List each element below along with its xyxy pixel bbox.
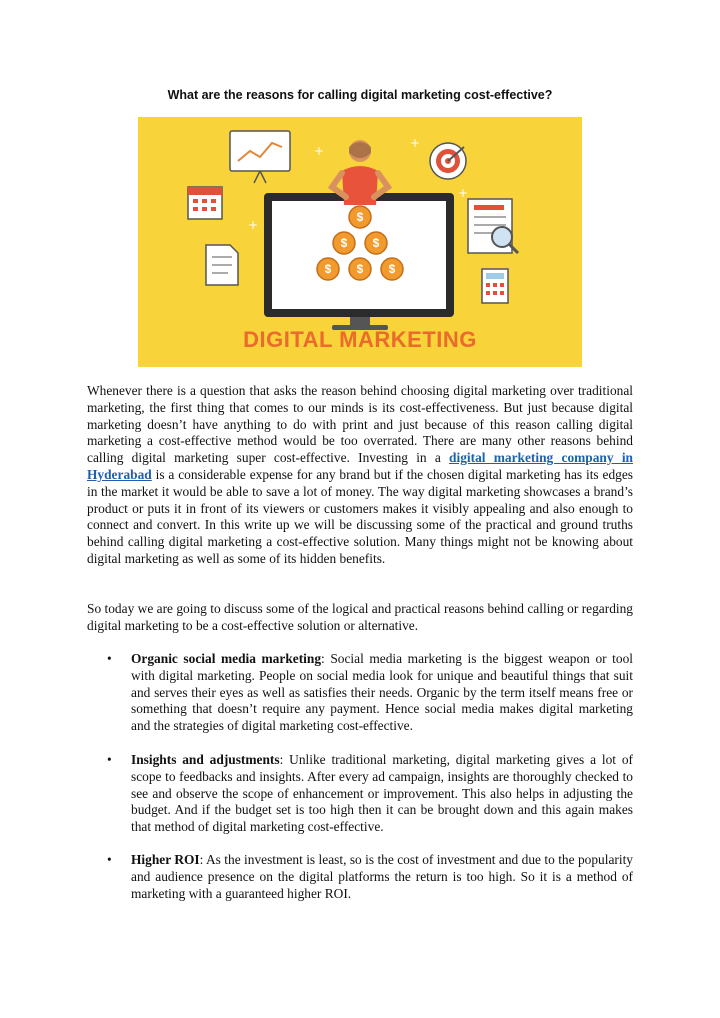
intro-paragraph	[87, 383, 633, 568]
hero-banner-text: DIGITAL MARKETING	[243, 327, 477, 352]
digital-marketing-company-link[interactable]: digital marketing company in Hyderabad	[87, 450, 633, 482]
bullet-heading: Insights and adjustments	[131, 752, 280, 767]
list-item	[87, 852, 633, 902]
svg-text:+: +	[410, 136, 421, 150]
svg-text:$: $	[356, 262, 364, 276]
hero-illustration	[138, 117, 582, 367]
svg-text:+: +	[248, 218, 259, 232]
bullet-text: : As the investment is least, so is the cost of investment and due to the popularity and audience presence on the digital platforms the return is too high. So it is a method of marketing with a guaranteed higher ROI.	[131, 852, 633, 901]
list-item	[87, 752, 633, 836]
intro-text-after-link: is a considerable expense for any brand but if the chosen digital marketing has its edges in the market it would be able to save a lot of money. The way digital marketing showcases a brand’s product or puts it in front of its viewers or customers makes it visibly appealing and also enough to connect and convert. In this write up we will be discussing some of the practical and ground truths behind calling digital marketing a cost-effective solution. Many things might not be knowing about digital marketing as well as some of its hidden benefits.	[87, 466, 633, 566]
bullet-icon: •	[107, 852, 112, 867]
svg-text:$: $	[340, 236, 348, 250]
intro-text-before-link: Whenever there is a question that asks the reason behind choosing digital marketing over traditional marketing, the first thing that comes to our minds is its cost-effectiveness. But just because digital marketing doesn’t have anything to do with print and just because of this reason calling digital marketing a cost-effective method would be too overrated. There are many other reasons behind calling digital marketing super cost-effective. Investing in a	[87, 383, 633, 466]
discussion-paragraph: So today we are going to discuss some of the logical and practical reasons behind calling or regarding digital marketing to be a cost-effective solution or alternative.	[87, 601, 633, 633]
bullet-text: : Unlike traditional marketing, digital marketing gives a lot of scope to feedbacks and insights. After every ad campaign, insights are thoroughly checked to see and observe the scope of enhancement or improvement. This also helps in adjusting the budget. And if the budget set is too high then it can be brought down and this again makes that method of digital marketing cost-effective.	[131, 752, 633, 835]
bullet-heading: Organic social media marketing	[131, 651, 322, 666]
bullet-heading: Higher ROI	[131, 852, 200, 867]
svg-text:+: +	[458, 186, 469, 200]
svg-text:+: +	[314, 144, 325, 158]
target-icon	[430, 143, 466, 179]
list-item	[87, 651, 633, 735]
document-icon	[206, 245, 238, 285]
svg-text:$: $	[372, 236, 380, 250]
bullet-text: : Social media marketing is the biggest weapon or tool with digital marketing. People on social media look for unique and beautiful things that suit and serves their eyes as well as satisfies their needs. Organic by the term itself means free or something that doesn’t require any payment. Hence social media makes digital marketing and the strategies of digital marketing cost-effective.	[131, 651, 634, 734]
report-magnifier-icon	[468, 199, 518, 253]
svg-text:$: $	[324, 262, 332, 276]
bullet-icon: •	[107, 752, 112, 767]
page-title: What are the reasons for calling digital marketing cost-effective?	[167, 88, 553, 102]
calculator-icon	[482, 269, 508, 303]
svg-text:$: $	[388, 262, 396, 276]
bullet-icon: •	[107, 651, 112, 666]
svg-text:$: $	[356, 210, 364, 224]
calendar-icon	[188, 187, 222, 219]
